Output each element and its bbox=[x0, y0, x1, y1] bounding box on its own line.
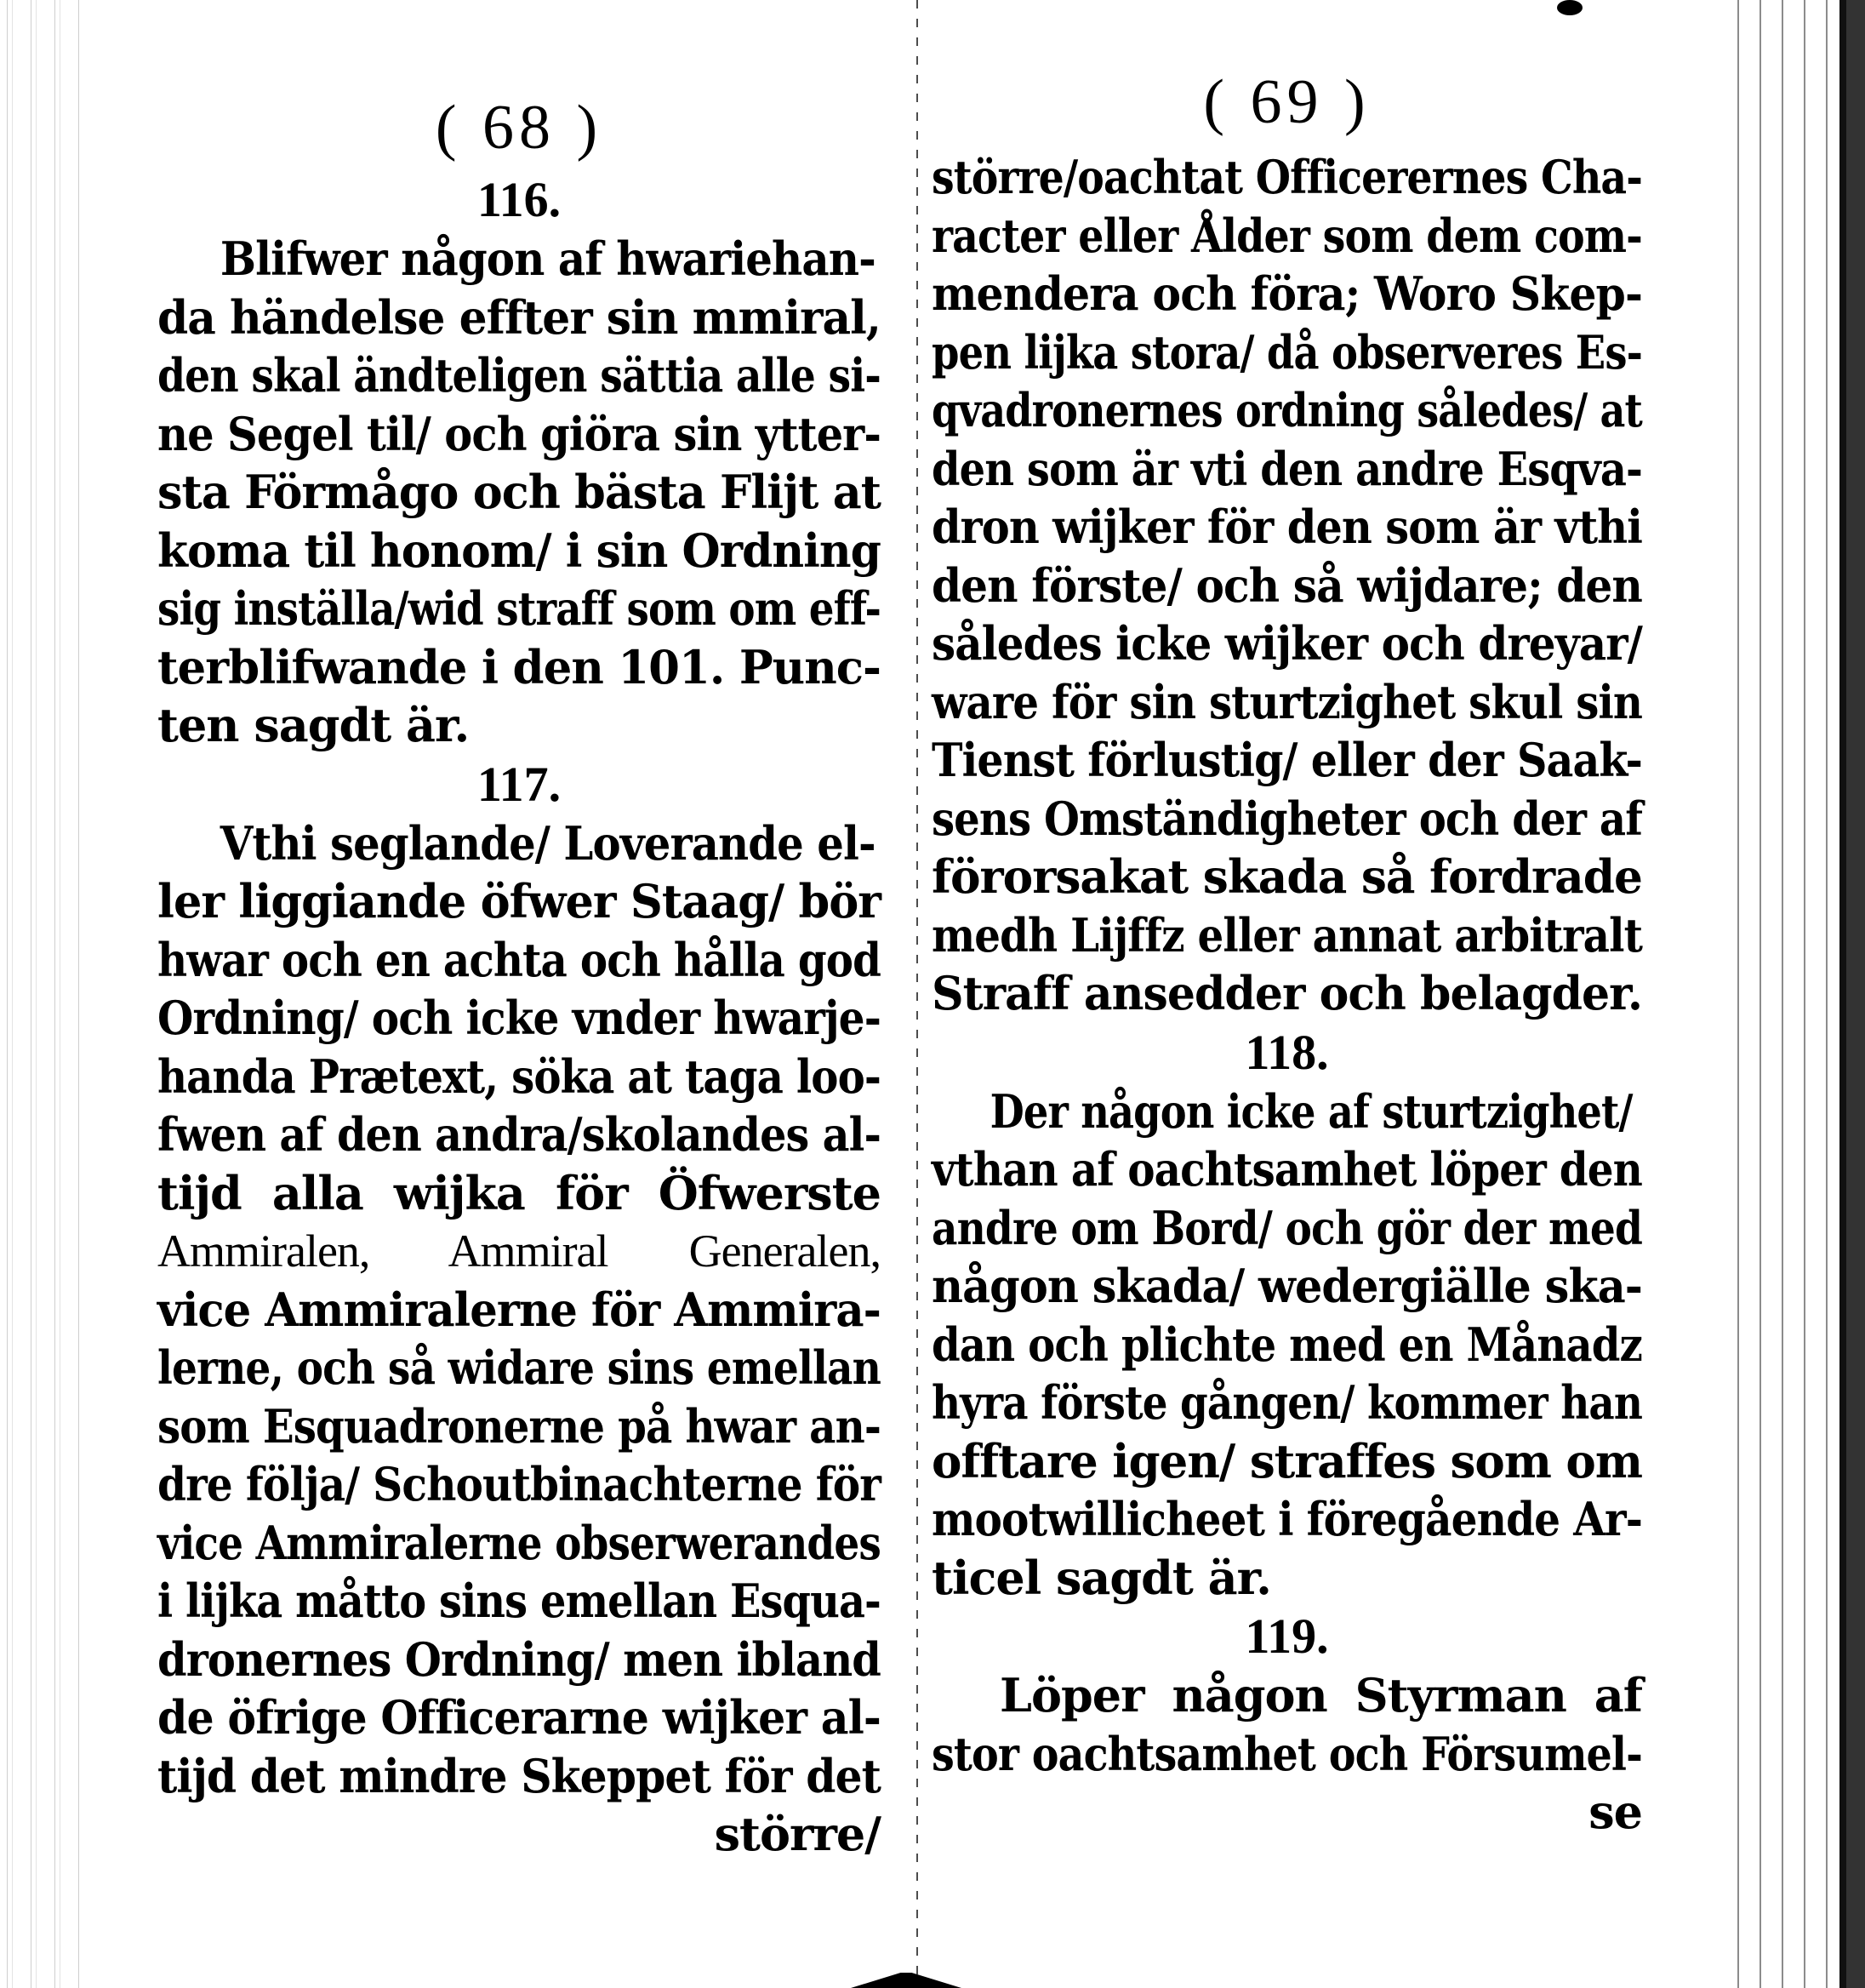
text-line: dre följa/ Schoutbinachterne för bbox=[157, 1457, 881, 1511]
text-line: vice Ammiralerne obserwerandes bbox=[157, 1515, 881, 1570]
text-line: lerne, och så widare sins emellan bbox=[157, 1340, 881, 1395]
text-line: terblifwande i den 101. Punc- bbox=[157, 639, 881, 694]
text-line: Tienst förlustig/ eller der Saak- bbox=[932, 733, 1642, 787]
left-page bbox=[157, 60, 881, 1864]
text-line: dan och plichte med en Månadz bbox=[932, 1317, 1642, 1372]
page-gutter bbox=[916, 0, 918, 1988]
text-line: pen lijka stora/ då observeres Es- bbox=[932, 324, 1642, 380]
section-number: 119. bbox=[1245, 1608, 1329, 1664]
text-line: ware för sin sturtzighet skul sin bbox=[932, 674, 1642, 729]
section-116 bbox=[157, 170, 881, 755]
text-line: vthan af oachtsamhet löper den bbox=[932, 1142, 1642, 1197]
text-line: ne Segel til/ och giöra sin ytter- bbox=[157, 406, 881, 461]
text-line: racter eller Ålder som dem com- bbox=[932, 208, 1642, 263]
text-line: den förste/ och så wijdare; den bbox=[932, 557, 1642, 613]
text-line: qvadronernes ordning således/ at bbox=[932, 383, 1642, 437]
gutter-shadow bbox=[851, 1973, 961, 1988]
text-line: tijd det mindre Skeppet för det bbox=[157, 1748, 881, 1803]
text-line: ticel sagdt är. bbox=[932, 1550, 1271, 1605]
text-line: någon skada/ wedergiälle ska- bbox=[932, 1259, 1642, 1313]
text-line: således icke wijker och dreyar/ bbox=[932, 616, 1642, 671]
text-line: Ammiralen, Ammiral Generalen, bbox=[157, 1225, 881, 1277]
left-book-edge bbox=[0, 0, 81, 1988]
text-line: dron wijker för den som är vthi bbox=[932, 500, 1642, 554]
text-line: Der någon icke af sturtzighet/ bbox=[990, 1083, 1633, 1139]
text-line: mendera och föra; Woro Skep- bbox=[932, 266, 1642, 321]
text-line: sens Omständigheter och der af bbox=[932, 791, 1642, 846]
text-line: Straff ansedder och belagder. bbox=[932, 966, 1642, 1020]
right-book-edge bbox=[1727, 0, 1865, 1988]
section-number: 116. bbox=[476, 172, 562, 227]
text-line: sig inställa/wid straff som om eff- bbox=[157, 581, 881, 636]
section-117 bbox=[157, 755, 881, 1864]
text-line: hyra förste gången/ kommer han bbox=[932, 1375, 1642, 1430]
section-117-continued bbox=[932, 148, 1642, 1023]
text-line: hwar och en achta och hålla god bbox=[157, 932, 881, 987]
section-119 bbox=[932, 1607, 1642, 1842]
text-line: koma til honom/ i sin Ordning bbox=[157, 523, 881, 578]
text-line: andre om Bord/ och gör der med bbox=[932, 1200, 1642, 1255]
catchword: större/ bbox=[714, 1807, 881, 1861]
text-line: den som är vti den andre Esqva- bbox=[932, 441, 1642, 496]
text-line: tijd alla wijka för Öfwerste bbox=[157, 1165, 881, 1220]
right-page bbox=[932, 60, 1642, 1842]
text-line: den skal ändteligen sättia alle si- bbox=[157, 348, 881, 403]
section-number: 117. bbox=[476, 756, 562, 812]
text-line: stor oachtsamhet och Försumel- bbox=[932, 1726, 1642, 1781]
text-line: i lijka måtto sins emellan Esqua- bbox=[157, 1574, 881, 1628]
text-line: ten sagdt är. bbox=[157, 698, 470, 752]
text-line: sta Förmågo och bästa Flijt at bbox=[157, 465, 881, 519]
text-line: Ordning/ och icke vnder hwarje- bbox=[157, 991, 881, 1045]
page-number: ( 68 ) bbox=[435, 93, 603, 163]
text-line: mootwillicheet i föregående Ar- bbox=[932, 1492, 1642, 1546]
text-line: da händelse effter sin mmiral, bbox=[157, 289, 881, 345]
text-line: dronernes Ordning/ men ibland bbox=[157, 1631, 881, 1687]
text-line: handa Prætext, söka at taga loo- bbox=[157, 1048, 881, 1104]
text-line: som Esquadronerne på hwar an- bbox=[157, 1398, 881, 1454]
text-line: Blifwer någon af hwariehan- bbox=[220, 231, 875, 286]
text-line: offtare igen/ straffes som om bbox=[932, 1433, 1642, 1488]
section-118 bbox=[932, 1023, 1642, 1608]
text-line: ler liggiande öfwer Staag/ bör bbox=[157, 874, 881, 928]
catchword: se bbox=[1588, 1785, 1642, 1839]
text-line: vice Ammiralerne för Ammira- bbox=[157, 1282, 881, 1337]
section-number: 118. bbox=[1245, 1024, 1329, 1080]
ink-blot bbox=[1557, 0, 1583, 15]
text-line: Löper någon Styrman af bbox=[1000, 1668, 1642, 1722]
text-line: medh Lijffz eller annat arbitralt bbox=[932, 907, 1642, 963]
text-line: fwen af den andra/skolandes al- bbox=[157, 1107, 881, 1162]
text-line: de öfrige Officerarne wijker al- bbox=[157, 1690, 881, 1745]
page-number: ( 69 ) bbox=[1203, 67, 1371, 137]
text-line: större/oachtat Officerernes Cha- bbox=[932, 150, 1642, 204]
text-line: Vthi seglande/ Loverande el- bbox=[220, 815, 875, 871]
text-line: förorsakat skada så fordrade bbox=[932, 849, 1642, 904]
